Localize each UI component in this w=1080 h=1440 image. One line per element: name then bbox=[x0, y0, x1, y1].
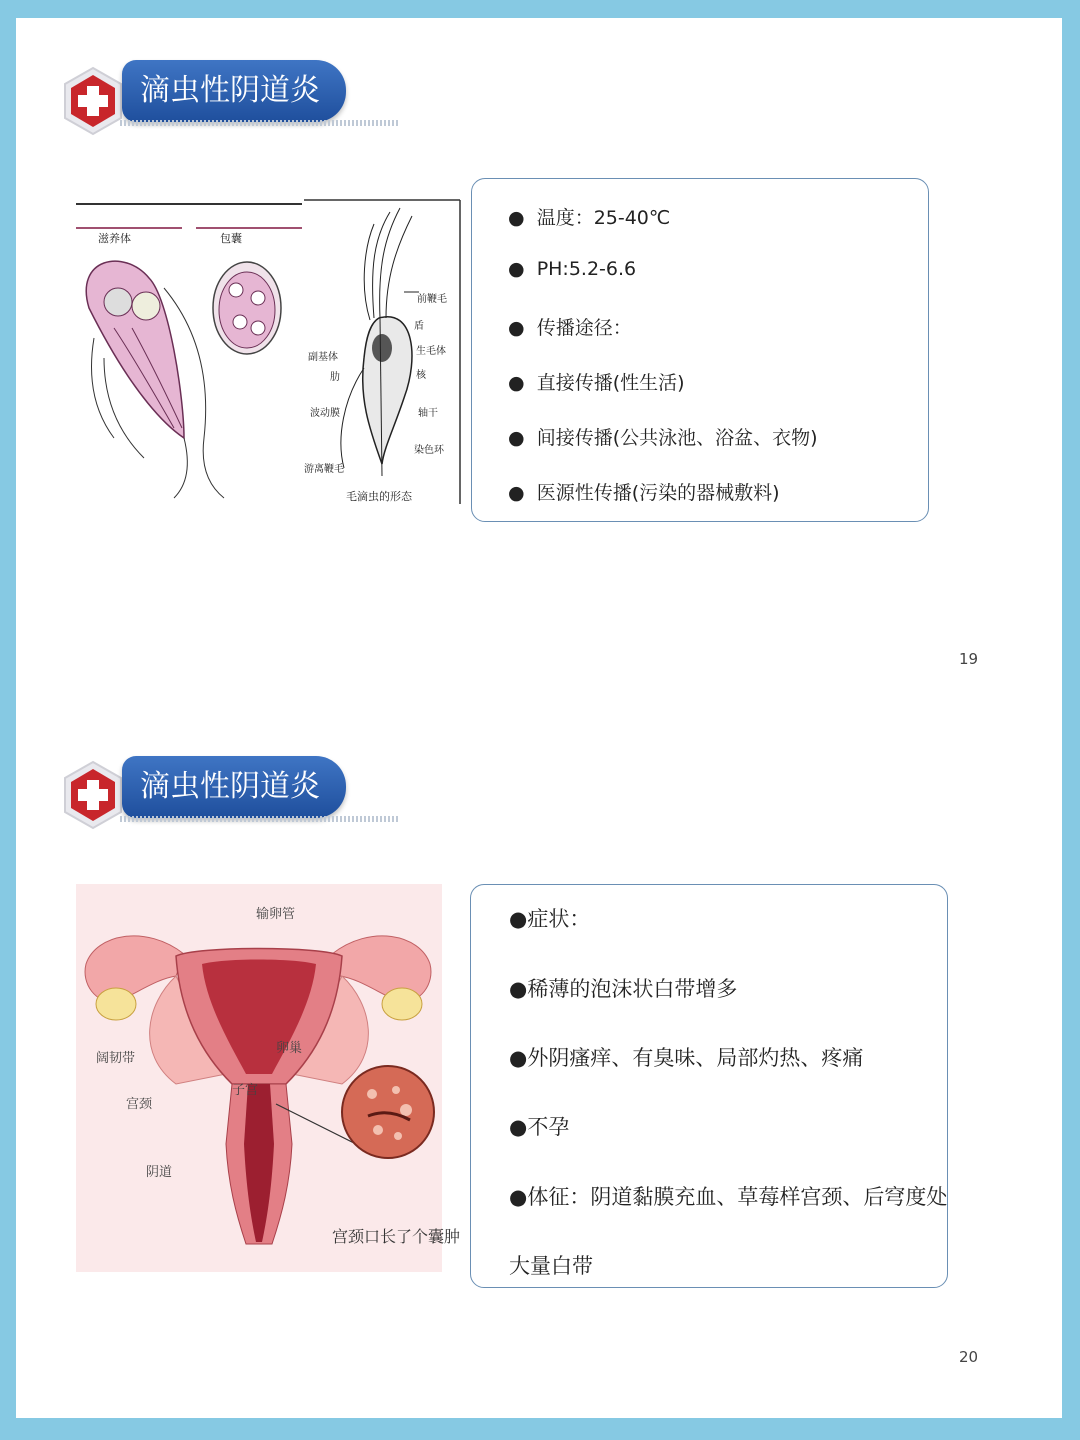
bullet-item: ●稀薄的泡沫状白带增多 bbox=[509, 977, 738, 1001]
bullet-item: ● 间接传播(公共泳池、浴盆、衣物) bbox=[508, 427, 818, 449]
medical-cross-icon bbox=[62, 66, 124, 136]
bullet-item: ●不孕 bbox=[509, 1115, 570, 1139]
label-costa: 肋 bbox=[330, 372, 340, 383]
bullet-item: ● PH:5.2-6.6 bbox=[508, 258, 637, 280]
uterus-figure bbox=[76, 884, 461, 1272]
label-chromatin: 染色环 bbox=[414, 445, 444, 456]
info-box bbox=[471, 178, 929, 522]
info-box bbox=[470, 884, 948, 1288]
page-number: 20 bbox=[959, 1348, 979, 1366]
slide-title: 滴虫性阴道炎 bbox=[122, 60, 346, 122]
label-kinetosome: 生毛体 bbox=[416, 346, 446, 357]
label-basal-body: 副基体 bbox=[308, 352, 338, 363]
figure-caption: 宫颈口长了个囊肿 bbox=[332, 1227, 461, 1246]
slide-title: 滴虫性阴道炎 bbox=[122, 756, 346, 818]
label-cervix: 宫颈 bbox=[126, 1097, 153, 1112]
bullet-item: ● 传播途径： bbox=[508, 317, 632, 339]
page bbox=[16, 18, 1062, 1418]
label-uterus: 子宫 bbox=[232, 1083, 259, 1098]
medical-cross-icon bbox=[62, 760, 124, 830]
label-fallopian: 输卵管 bbox=[256, 907, 296, 922]
label-ovary: 卵巢 bbox=[276, 1041, 303, 1056]
trichomonas-figure bbox=[74, 198, 462, 504]
label-cyst: 包囊 bbox=[220, 232, 242, 245]
label-axostyle: 轴干 bbox=[418, 408, 438, 419]
label-vagina: 阴道 bbox=[146, 1165, 173, 1180]
bullet-item: 大量白带 bbox=[509, 1254, 593, 1278]
slide-20 bbox=[16, 718, 1062, 1418]
bullet-item: ● 直接传播(性生活) bbox=[508, 372, 685, 394]
title-underline bbox=[120, 816, 400, 822]
bullet-item: ● 医源性传播(污染的器械敷料) bbox=[508, 482, 780, 504]
label-ligament: 阔韧带 bbox=[96, 1051, 136, 1066]
bullet-item: ●体征：阴道黏膜充血、草莓样宫颈、后穹度处 bbox=[509, 1185, 948, 1209]
bullet-item: ● 温度：25-40℃ bbox=[508, 207, 671, 229]
slide-19 bbox=[16, 18, 1062, 718]
label-trophozoite: 滋养体 bbox=[98, 232, 131, 245]
label-undulating: 波动膜 bbox=[310, 408, 340, 419]
label-free-flagellum: 游离鞭毛 bbox=[304, 464, 344, 475]
label-anterior-flagella: 前鞭毛 bbox=[417, 294, 447, 305]
label-shield: 盾 bbox=[414, 321, 424, 332]
bullet-item: ●外阴瘙痒、有臭味、局部灼热、疼痛 bbox=[509, 1046, 864, 1070]
figure-caption: 毛滴虫的形态 bbox=[346, 490, 412, 503]
bullet-item: ●症状： bbox=[509, 907, 591, 931]
label-nucleus: 核 bbox=[416, 370, 426, 381]
title-underline bbox=[120, 120, 400, 126]
page-number: 19 bbox=[959, 650, 979, 668]
